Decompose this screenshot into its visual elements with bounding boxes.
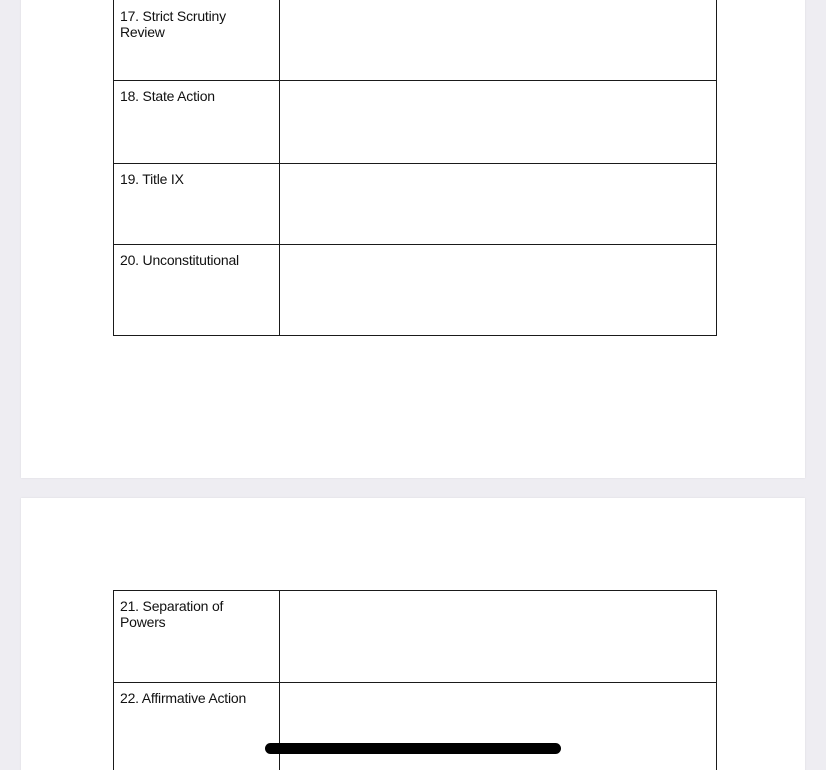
definition-text — [280, 245, 716, 252]
definition-cell[interactable] — [280, 0, 717, 81]
definition-text — [280, 81, 716, 88]
term-cell — [114, 164, 280, 245]
definition-cell[interactable] — [280, 245, 717, 336]
term-cell — [114, 0, 280, 81]
home-indicator-bar[interactable] — [265, 743, 561, 754]
table-row — [114, 81, 717, 164]
term-text: 18. State Action — [120, 88, 215, 104]
definition-cell[interactable] — [280, 591, 717, 683]
table-row — [114, 164, 717, 245]
definition-text — [280, 591, 716, 598]
term-cell — [114, 683, 280, 770]
term-text: 21. Separation of Powers — [120, 598, 224, 630]
table-row — [114, 0, 717, 81]
document-page-2 — [21, 498, 805, 770]
term-cell — [114, 81, 280, 164]
definition-cell[interactable] — [280, 683, 717, 770]
term-cell — [114, 591, 280, 683]
document-page-1 — [21, 0, 805, 478]
definition-text — [280, 683, 716, 690]
definition-cell[interactable] — [280, 81, 717, 164]
table-row — [114, 683, 717, 770]
term-text: 17. Strict Scrutiny Review — [120, 8, 226, 40]
term-text: 19. Title IX — [120, 171, 184, 187]
term-text: 22. Affirmative Action — [120, 690, 247, 706]
table-row — [114, 245, 717, 336]
table-row — [114, 591, 717, 683]
definition-text — [280, 164, 716, 171]
definition-cell[interactable] — [280, 164, 717, 245]
term-cell — [114, 245, 280, 336]
term-text: 20. Unconstitutional — [120, 252, 239, 268]
vocabulary-table-1 — [113, 0, 717, 336]
